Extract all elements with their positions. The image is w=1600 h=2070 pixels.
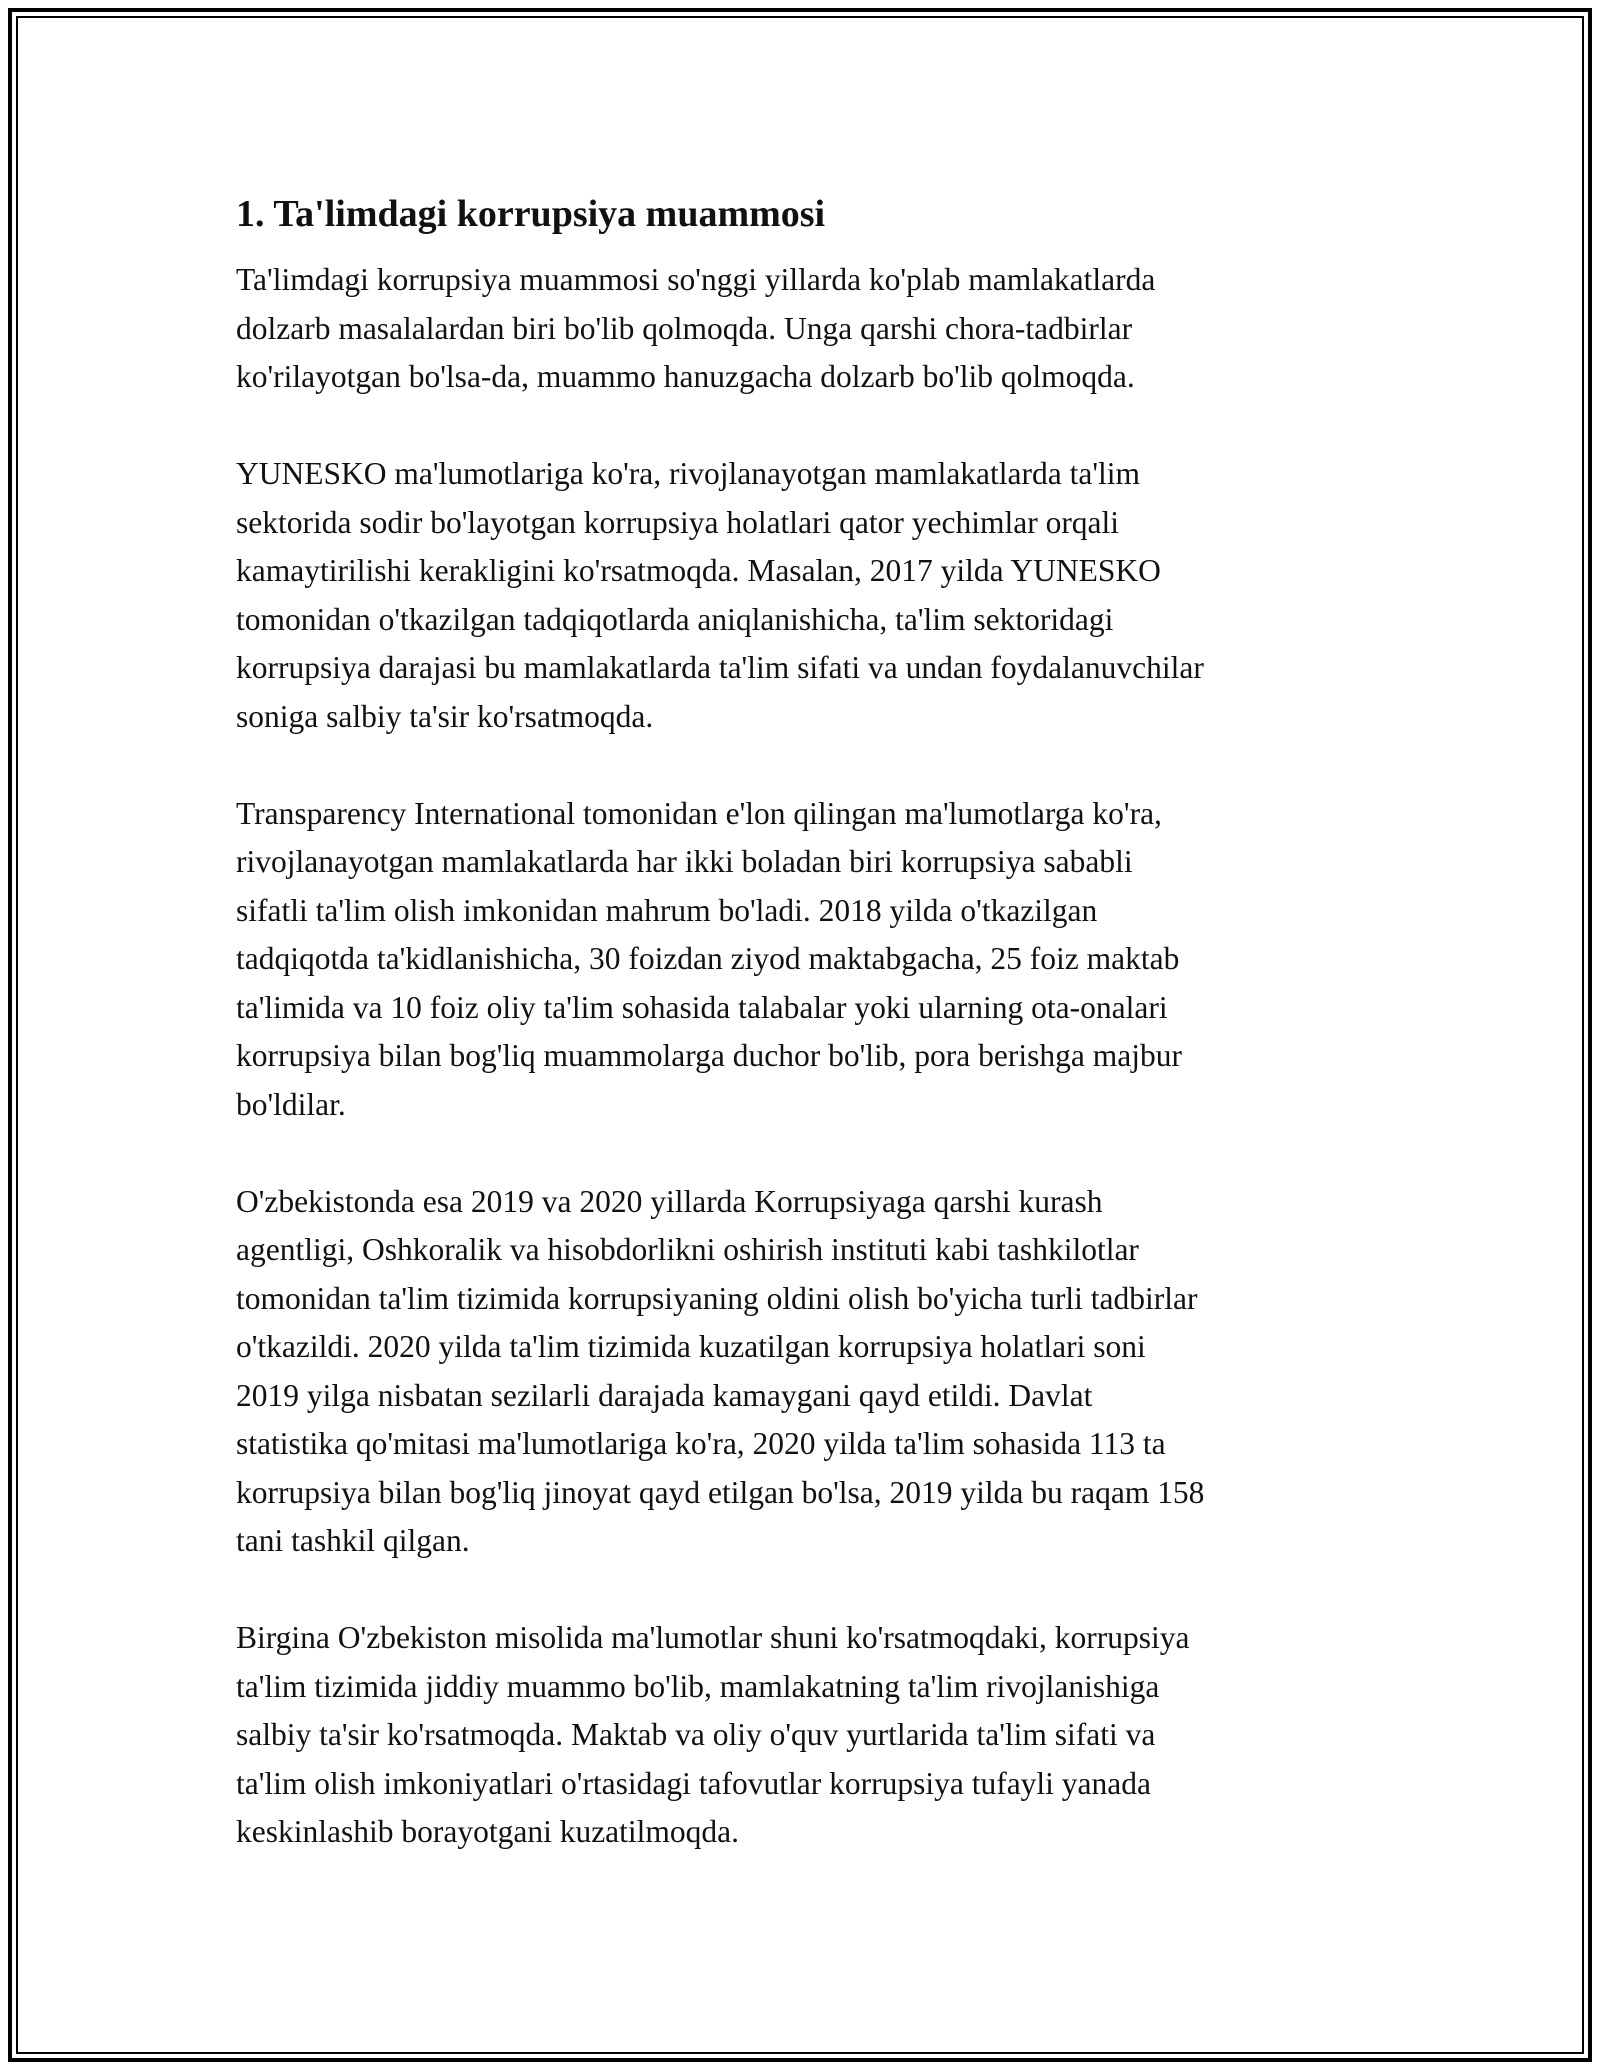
paragraph-conclusion: Birgina O'zbekiston misolida ma'lumotlar shuni ko'rsatmoqdaki, korrupsiya ta'lim tizimida jiddiy muammo bo'lib, mamlakatning ta'lim rivojlanishiga salbiy ta'sir ko'rsatmoqda. Maktab va oliy o'quv yurtlarida ta'lim sifati va ta'lim olish imkoniyatlari o'rtasidagi tafovutlar korrupsiya tufayli yanada keskinlashib borayotgani kuzatilmoqda. bbox=[236, 1620, 1190, 1849]
document-body bbox=[236, 186, 1376, 1905]
page-title: 1. Ta'limdagi korrupsiya muammosi bbox=[236, 193, 826, 235]
paragraph-unesco: YUNESKO ma'lumotlariga ko'ra, rivojlanayotgan mamlakatlarda ta'lim sektorida sodir bo'layotgan korrupsiya holatlari qator yechimlar orqali kamaytirilishi kerakligini ko'rsatmoqda. Masalan, 2017 yilda YUNESKO tomonidan o'tkazilgan tadqiqotlarda aniqlanishicha, ta'lim sektoridagi korrupsiya darajasi bu mamlakatlarda ta'lim sifati va undan foydalanuvchilar soniga salbiy ta'sir ko'rsatmoqda. bbox=[236, 456, 1204, 734]
paragraph-transparency-international: Transparency International tomonidan e'lon qilingan ma'lumotlarga ko'ra, rivojlanayotgan mamlakatlarda har ikki boladan biri korrupsiya sababli sifatli ta'lim olish imkonidan mahrum bo'ladi. 2018 yilda o'tkazilgan tadqiqotda ta'kidlanishicha, 30 foizdan ziyod maktabgacha, 25 foiz maktab ta'limida va 10 foiz oliy ta'lim sohasida talabalar yoki ularning ota-onalari korrupsiya bilan bog'liq muammolarga duchor bo'lib, pora berishga majbur bo'ldilar. bbox=[236, 795, 1182, 1122]
paragraph-uzbekistan-measures: O'zbekistonda esa 2019 va 2020 yillarda Korrupsiyaga qarshi kurash agentligi, Oshkoralik va hisobdorlikni oshirish instituti kabi tashkilotlar tomonidan ta'lim tizimida korrupsiyaning oldini olish bo'yicha turli tadbirlar o'tkazildi. 2020 yilda ta'lim tizimida kuzatilgan korrupsiya holatlari soni 2019 yilga nisbatan sezilarli darajada kamaygani qayd etildi. Davlat statistika qo'mitasi ma'lumotlariga ko'ra, 2020 yilda ta'lim sohasida 113 ta korrupsiya bilan bog'liq jinoyat qayd etilgan bo'lsa, 2019 yilda bu raqam 158 tani tashkil qilgan. bbox=[236, 1183, 1205, 1558]
paragraph-intro: Ta'limdagi korrupsiya muammosi so'nggi yillarda ko'plab mamlakatlarda dolzarb masalalardan biri bo'lib qolmoqda. Unga qarshi chora-tadbirlar ko'rilayotgan bo'lsa-da, muammo hanuzgacha dolzarb bo'lib qolmoqda. bbox=[236, 262, 1156, 394]
